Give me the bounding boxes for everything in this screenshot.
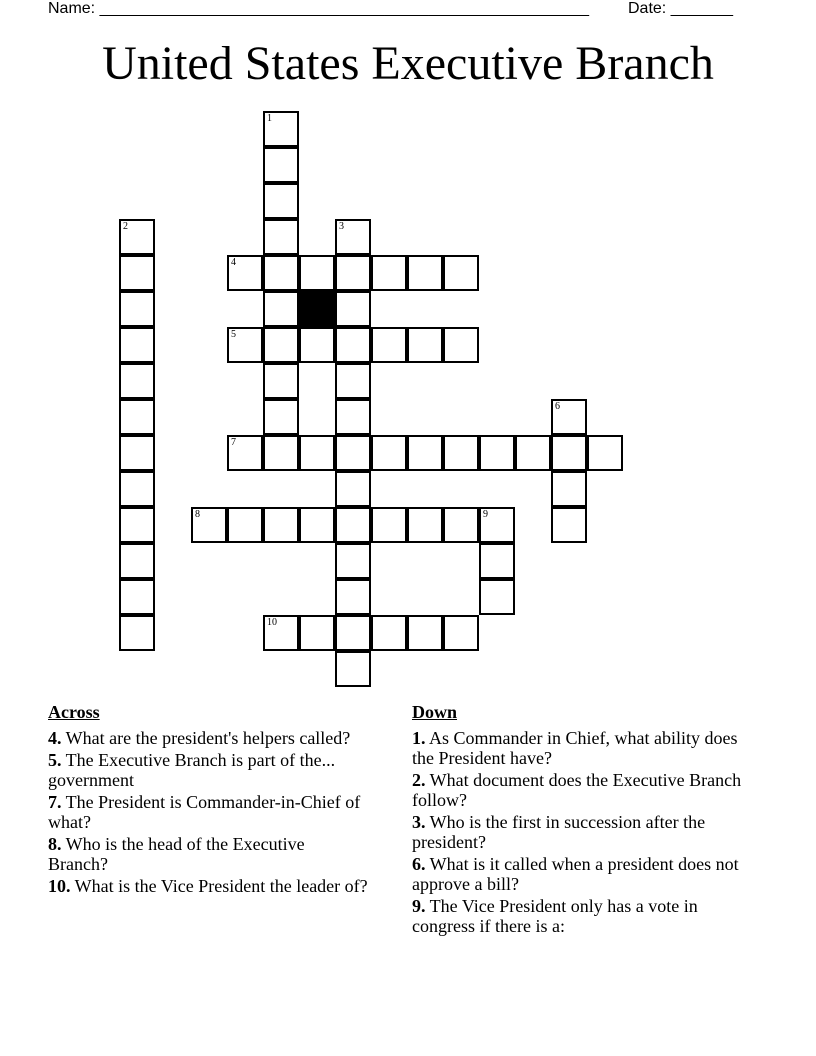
grid-cell[interactable]: [119, 291, 155, 327]
down-clues: [412, 702, 752, 938]
grid-cell[interactable]: [263, 219, 299, 255]
clue-item-text: Who is the first in succession after the president?: [412, 812, 706, 852]
grid-cell[interactable]: [479, 507, 515, 543]
grid-cell[interactable]: [371, 615, 407, 651]
clue-item: [48, 834, 368, 874]
clue-number: 6: [555, 401, 560, 412]
grid-cell[interactable]: [119, 219, 155, 255]
clue-item: [412, 770, 752, 810]
grid-cell[interactable]: [299, 435, 335, 471]
grid-cell[interactable]: [191, 507, 227, 543]
grid-cell[interactable]: [479, 579, 515, 615]
grid-cell[interactable]: [335, 471, 371, 507]
grid-cell[interactable]: [551, 471, 587, 507]
grid-cell-black: [299, 291, 335, 327]
grid-cell[interactable]: [119, 435, 155, 471]
grid-cell[interactable]: [335, 435, 371, 471]
grid-cell[interactable]: [119, 399, 155, 435]
clue-item: [48, 728, 368, 748]
grid-cell[interactable]: [263, 255, 299, 291]
clue-item-text: The Vice President only has a vote in congress if there is a:: [412, 896, 698, 936]
grid-cell[interactable]: [443, 507, 479, 543]
grid-cell[interactable]: [551, 435, 587, 471]
grid-cell[interactable]: [551, 507, 587, 543]
grid-cell[interactable]: [119, 543, 155, 579]
clue-item-number: 7.: [48, 792, 62, 812]
clue-number: 3: [339, 221, 344, 232]
name-line: Name: _______________________________________________________: [48, 0, 589, 17]
grid-cell[interactable]: [119, 615, 155, 651]
grid-cell[interactable]: [443, 327, 479, 363]
clue-number: 8: [195, 509, 200, 520]
page-title: United States Executive Branch: [102, 37, 714, 90]
clue-item-text: What are the president's helpers called?: [61, 728, 351, 748]
grid-cell[interactable]: [479, 435, 515, 471]
grid-cell[interactable]: [263, 435, 299, 471]
clue-number: 7: [231, 437, 236, 448]
grid-cell[interactable]: [407, 435, 443, 471]
grid-cell[interactable]: [227, 435, 263, 471]
grid-cell[interactable]: [335, 579, 371, 615]
grid-cell[interactable]: [263, 363, 299, 399]
clue-number: 2: [123, 221, 128, 232]
clue-item-text: What document does the Executive Branch follow?: [412, 770, 742, 810]
clue-item-number: 9.: [412, 896, 426, 916]
grid-cell[interactable]: [443, 615, 479, 651]
clue-number: 9: [483, 509, 488, 520]
clue-item-number: 5.: [48, 750, 62, 770]
clue-item: [48, 792, 368, 832]
grid-cell[interactable]: [263, 615, 299, 651]
grid-cell[interactable]: [227, 255, 263, 291]
grid-cell[interactable]: [407, 327, 443, 363]
grid-cell[interactable]: [263, 183, 299, 219]
clue-item-text: As Commander in Chief, what ability does the President have?: [412, 728, 738, 768]
clue-item: [48, 750, 368, 790]
grid-cell[interactable]: [407, 615, 443, 651]
grid-cell[interactable]: [227, 507, 263, 543]
grid-cell[interactable]: [515, 435, 551, 471]
grid-cell[interactable]: [299, 327, 335, 363]
across-heading: Across: [48, 702, 100, 722]
grid-cell[interactable]: [443, 435, 479, 471]
grid-cell[interactable]: [371, 435, 407, 471]
clue-item: [412, 812, 752, 852]
clue-number: 4: [231, 257, 236, 268]
grid-cell[interactable]: [335, 651, 371, 687]
grid-cell[interactable]: [371, 507, 407, 543]
grid-cell[interactable]: [299, 255, 335, 291]
grid-cell[interactable]: [263, 147, 299, 183]
grid-cell[interactable]: [263, 327, 299, 363]
clue-item-number: 10.: [48, 876, 71, 896]
grid-cell[interactable]: [407, 255, 443, 291]
grid-cell[interactable]: [335, 363, 371, 399]
clue-item-number: 4.: [48, 728, 62, 748]
grid-cell[interactable]: [335, 327, 371, 363]
grid-cell[interactable]: [335, 615, 371, 651]
grid-cell[interactable]: [263, 507, 299, 543]
grid-cell[interactable]: [371, 255, 407, 291]
grid-cell[interactable]: [119, 255, 155, 291]
clue-item-text: Who is the head of the Executive Branch?: [48, 834, 305, 874]
grid-cell[interactable]: [119, 507, 155, 543]
clue-number: 10: [267, 617, 277, 628]
clue-item-text: The Executive Branch is part of the... government: [48, 750, 336, 790]
grid-cell[interactable]: [479, 543, 515, 579]
clue-item-number: 6.: [412, 854, 426, 874]
clue-number: 5: [231, 329, 236, 340]
clue-item: [48, 876, 368, 896]
grid-cell[interactable]: [443, 255, 479, 291]
grid-cell[interactable]: [335, 291, 371, 327]
grid-cell[interactable]: [335, 399, 371, 435]
clue-item: [412, 728, 752, 768]
clue-item-number: 2.: [412, 770, 426, 790]
clue-number: 1: [267, 113, 272, 124]
grid-cell[interactable]: [119, 327, 155, 363]
down-heading: Down: [412, 702, 458, 722]
grid-cell[interactable]: [407, 507, 443, 543]
grid-cell[interactable]: [227, 327, 263, 363]
grid-cell[interactable]: [299, 615, 335, 651]
grid-cell[interactable]: [551, 399, 587, 435]
clue-item: [412, 854, 752, 894]
down-clue-list: [412, 728, 752, 936]
clue-item: [412, 896, 752, 936]
grid-cell[interactable]: [263, 111, 299, 147]
across-clue-list: [48, 728, 368, 896]
grid-cell[interactable]: [335, 543, 371, 579]
grid-cell[interactable]: [119, 471, 155, 507]
grid-cell[interactable]: [263, 399, 299, 435]
clue-item-number: 8.: [48, 834, 62, 854]
grid-cell[interactable]: [263, 291, 299, 327]
grid-cell[interactable]: [119, 579, 155, 615]
clue-item-text: The President is Commander-in-Chief of what?: [48, 792, 361, 832]
date-line: Date: _______: [628, 0, 733, 17]
grid-cell[interactable]: [587, 435, 623, 471]
clue-item-text: What is the Vice President the leader of?: [70, 876, 368, 896]
clue-item-number: 3.: [412, 812, 426, 832]
clue-item-number: 1.: [412, 728, 426, 748]
grid-cell[interactable]: [335, 255, 371, 291]
grid-cell[interactable]: [371, 327, 407, 363]
grid-cell[interactable]: [335, 507, 371, 543]
clue-item-text: What is it called when a president does not approve a bill?: [412, 854, 739, 894]
grid-cell[interactable]: [335, 219, 371, 255]
across-clues: [48, 702, 368, 898]
grid-cell[interactable]: [119, 363, 155, 399]
grid-cell[interactable]: [299, 507, 335, 543]
